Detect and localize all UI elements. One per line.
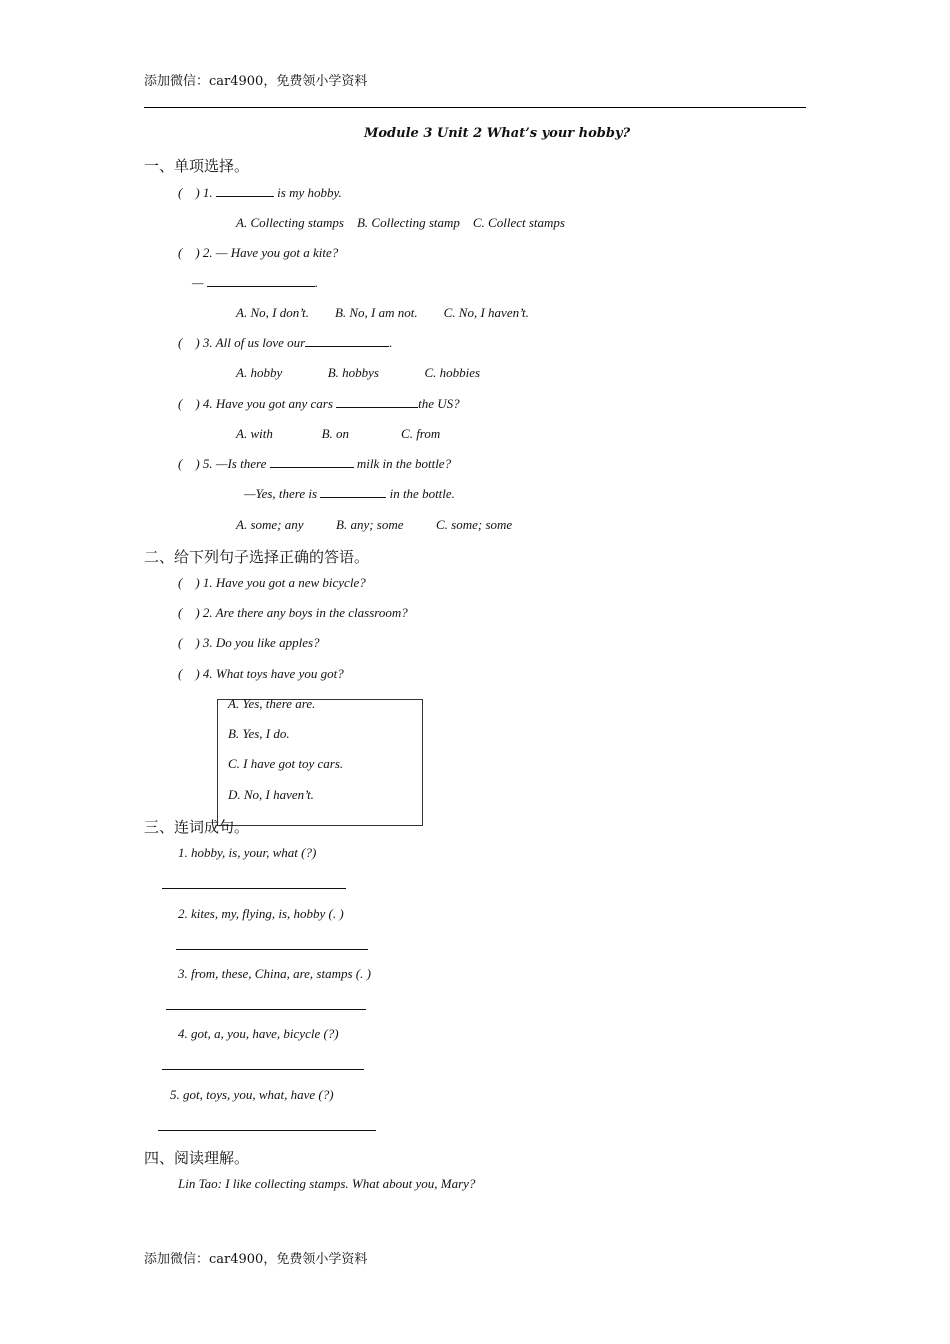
q4-options: A. with B. on C. from (236, 426, 441, 441)
s2-answer: C. I have got toy cars. (228, 756, 344, 771)
answer-blank (270, 457, 354, 468)
page-header: 添加微信：car4900，免费领小学资料 (144, 74, 368, 89)
s3-item: 2. kites, my, flying, is, hobby (. ) (178, 906, 344, 921)
section4-heading: 四、阅读理解。 (144, 1149, 250, 1167)
s3-item: 5. got, toys, you, what, have (?) (170, 1087, 334, 1102)
s2-answer: A. Yes, there are. (228, 696, 316, 711)
s2-answer: B. Yes, I do. (228, 726, 290, 741)
header-rule (144, 107, 806, 108)
q2-options: A. No, I don’t. B. No, I am not. C. No, I haven’t. (236, 305, 529, 320)
s2-question: ( ) 2. Are there any boys in the classroom? (178, 605, 408, 620)
answer-line (162, 1069, 364, 1070)
answer-line (166, 1009, 366, 1010)
q4-stem: ( ) 4. Have you got any cars the US? (178, 396, 460, 411)
q3-stem: ( ) 3. All of us love our . (178, 335, 393, 350)
s2-answer: D. No, I haven’t. (228, 787, 314, 802)
section2-heading: 二、给下列句子选择正确的答语。 (144, 548, 370, 566)
s2-question: ( ) 3. Do you like apples? (178, 635, 320, 650)
q2-stem: ( ) 2. — Have you got a kite? (178, 245, 339, 260)
s3-item: 3. from, these, China, are, stamps (. ) (178, 966, 371, 981)
answer-line (158, 1130, 376, 1131)
answer-blank (216, 186, 274, 197)
answer-blank (207, 276, 315, 287)
answer-blank (305, 336, 389, 347)
q2-reply: — . (192, 275, 319, 290)
s3-item: 4. got, a, you, have, bicycle (?) (178, 1026, 339, 1041)
s3-item: 1. hobby, is, your, what (?) (178, 845, 317, 860)
q5-reply: —Yes, there is in the bottle. (244, 486, 455, 501)
section3-heading: 三、连词成句。 (144, 818, 250, 836)
reading-line: Lin Tao: I like collecting stamps. What about you, Mary? (178, 1176, 476, 1191)
page-footer: 添加微信：car4900，免费领小学资料 (144, 1252, 368, 1267)
answer-line (162, 888, 346, 889)
q3-options: A. hobby B. hobbys C. hobbies (236, 365, 481, 380)
q1-stem: ( ) 1. is my hobby. (178, 185, 342, 200)
page-title: Module 3 Unit 2 What’s your hobby? (364, 126, 631, 141)
q1-options: A. Collecting stamps B. Collecting stamp C. Collect stamps (236, 215, 565, 230)
q5-stem: ( ) 5. —Is there milk in the bottle? (178, 456, 452, 471)
section1-heading: 一、单项选择。 (144, 157, 250, 175)
answer-line (176, 949, 368, 950)
q5-options: A. some; any B. any; some C. some; some (236, 517, 513, 532)
s2-question: ( ) 4. What toys have you got? (178, 666, 344, 681)
s2-question: ( ) 1. Have you got a new bicycle? (178, 575, 366, 590)
answer-blank (320, 487, 386, 498)
answer-blank (336, 397, 418, 408)
